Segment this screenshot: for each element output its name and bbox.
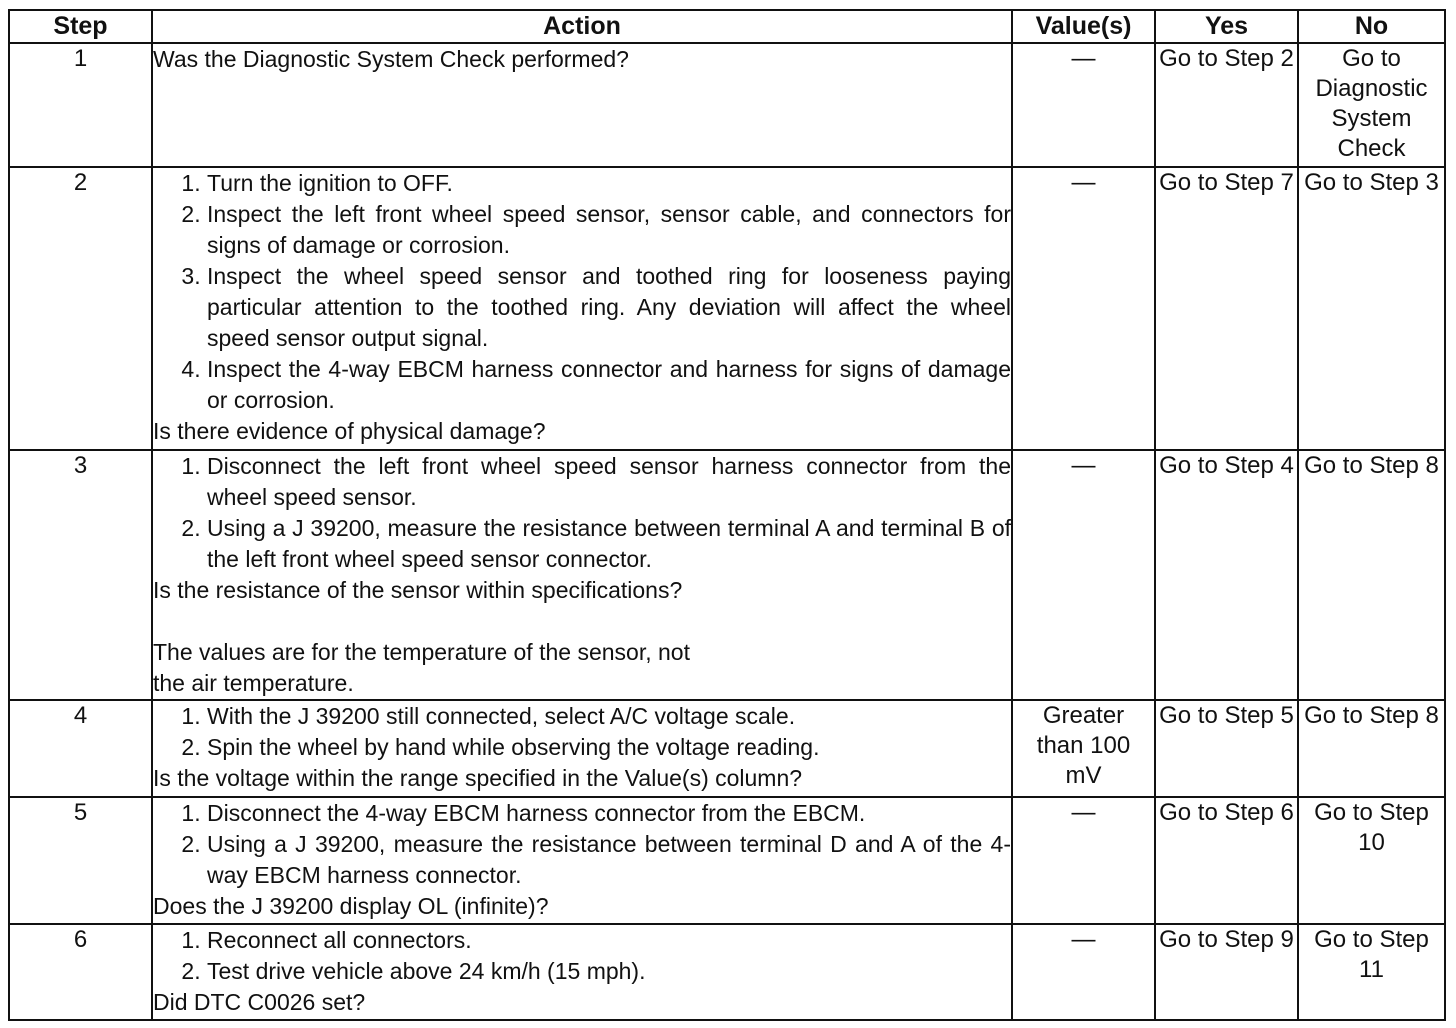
header-step: Step xyxy=(9,10,152,43)
action-steps xyxy=(153,798,1011,891)
value-cell: — xyxy=(1012,797,1155,924)
value-cell: Greater than 100 mV xyxy=(1012,700,1155,797)
table-row xyxy=(9,450,1445,700)
header-values: Value(s) xyxy=(1012,10,1155,43)
header-yes: Yes xyxy=(1155,10,1298,43)
action-step: 1. Disconnect the left front wheel speed sensor harness connector from the wheel speed sensor. xyxy=(207,451,1011,513)
yes-cell: Go to Step 4 xyxy=(1155,450,1298,700)
action-steps xyxy=(153,925,1011,987)
yes-cell: Go to Step 7 xyxy=(1155,167,1298,450)
action-cell xyxy=(152,797,1012,924)
action-cell xyxy=(152,167,1012,450)
action-note: the air temperature. xyxy=(153,670,354,696)
action-question: Does the J 39200 display OL (infinite)? xyxy=(153,893,549,919)
action-cell xyxy=(152,924,1012,1020)
value-cell: — xyxy=(1012,43,1155,167)
value-cell: — xyxy=(1012,450,1155,700)
action-step: 2. Using a J 39200, measure the resistance between terminal D and A of the 4-way EBCM harness connector. xyxy=(207,829,1011,891)
diagnostic-table xyxy=(8,9,1446,1021)
step-number: 1 xyxy=(9,43,152,167)
no-cell: Go to Step 10 xyxy=(1298,797,1445,924)
yes-cell: Go to Step 9 xyxy=(1155,924,1298,1020)
action-step: 2. Inspect the left front wheel speed sensor, sensor cable, and connectors for signs of damage or corrosion. xyxy=(207,199,1011,261)
action-step: 1. With the J 39200 still connected, select A/C voltage scale. xyxy=(207,701,1011,732)
action-step: 2. Test drive vehicle above 24 km/h (15 mph). xyxy=(207,956,1011,987)
action-step: 2. Using a J 39200, measure the resistance between terminal A and terminal B of the left front wheel speed sensor connector. xyxy=(207,513,1011,575)
header-action: Action xyxy=(152,10,1012,43)
step-number: 3 xyxy=(9,450,152,700)
action-step: 1. Reconnect all connectors. xyxy=(207,925,1011,956)
action-steps xyxy=(153,701,1011,763)
step-number: 4 xyxy=(9,700,152,797)
yes-cell: Go to Step 2 xyxy=(1155,43,1298,167)
header-row xyxy=(9,10,1445,43)
no-cell: Go to Step 11 xyxy=(1298,924,1445,1020)
step-number: 2 xyxy=(9,167,152,450)
action-steps xyxy=(153,451,1011,575)
header-no: No xyxy=(1298,10,1445,43)
action-cell xyxy=(152,43,1012,167)
action-question: Is the resistance of the sensor within specifications? xyxy=(153,577,683,603)
action-cell xyxy=(152,700,1012,797)
action-step: 2. Spin the wheel by hand while observing the voltage reading. xyxy=(207,732,1011,763)
action-question: Is the voltage within the range specified in the Value(s) column? xyxy=(153,765,803,791)
value-cell: — xyxy=(1012,924,1155,1020)
step-number: 6 xyxy=(9,924,152,1020)
spacer xyxy=(153,606,1011,637)
no-cell: Go to Diagnostic System Check xyxy=(1298,43,1445,167)
table-row xyxy=(9,700,1445,797)
action-step: 4. Inspect the 4-way EBCM harness connector and harness for signs of damage or corrosion. xyxy=(207,354,1011,416)
table-row xyxy=(9,167,1445,450)
table-row xyxy=(9,924,1445,1020)
step-number: 5 xyxy=(9,797,152,924)
action-step: 1. Turn the ignition to OFF. xyxy=(207,168,1011,199)
action-question: Was the Diagnostic System Check performed? xyxy=(153,46,629,72)
action-cell xyxy=(152,450,1012,700)
no-cell: Go to Step 8 xyxy=(1298,450,1445,700)
table-row xyxy=(9,43,1445,167)
no-cell: Go to Step 3 xyxy=(1298,167,1445,450)
action-steps xyxy=(153,168,1011,416)
yes-cell: Go to Step 6 xyxy=(1155,797,1298,924)
action-note: The values are for the temperature of the sensor, not xyxy=(153,639,690,665)
action-step: 3. Inspect the wheel speed sensor and toothed ring for looseness paying particular attention to the toothed ring. Any deviation will affect the wheel speed sensor output signal. xyxy=(207,261,1011,354)
action-question: Did DTC C0026 set? xyxy=(153,989,366,1015)
yes-cell: Go to Step 5 xyxy=(1155,700,1298,797)
action-step: 1. Disconnect the 4-way EBCM harness connector from the EBCM. xyxy=(207,798,1011,829)
table-row xyxy=(9,797,1445,924)
no-cell: Go to Step 8 xyxy=(1298,700,1445,797)
value-cell: — xyxy=(1012,167,1155,450)
action-question: Is there evidence of physical damage? xyxy=(153,418,546,444)
